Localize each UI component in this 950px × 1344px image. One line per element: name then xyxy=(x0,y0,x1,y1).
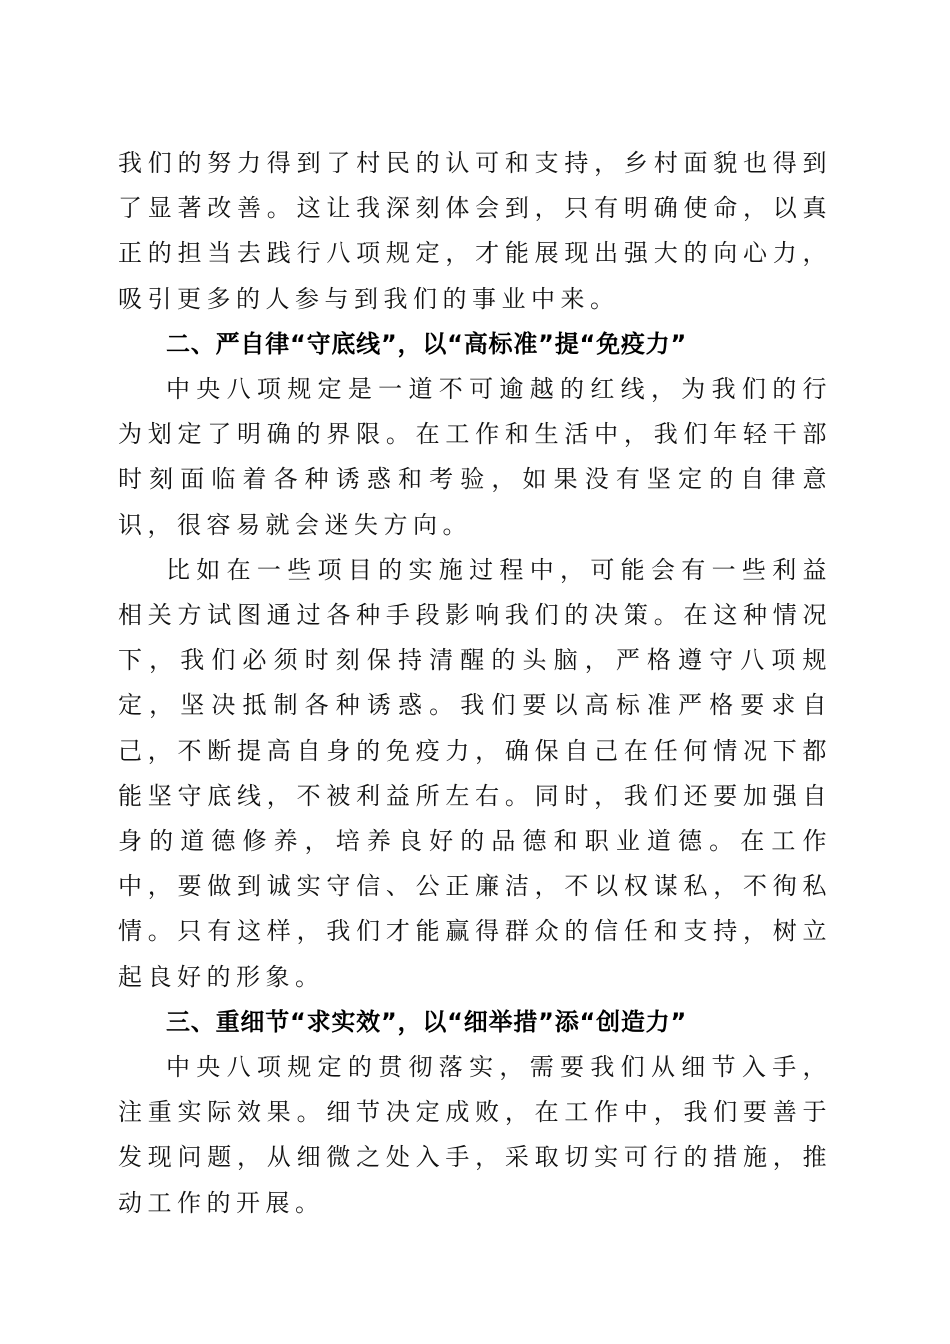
paragraph: 比如在一些项目的实施过程中，可能会有一些利益相关方试图通过各种手段影响我们的决策。在这种情况下，我们必须时刻保持清醒的头脑，严格遵守八项规定，坚决抵制各种诱惑。我们要以高标准严格要求自己，不断提高自身的免疫力，确保自己在任何情况下都能坚守底线，不被利益所左右。同时，我们还要加强自身的道德修养，培养良好的品德和职业道德。在工作中，要做到诚实守信、公正廉洁，不以权谋私，不徇私情。只有这样，我们才能赢得群众的信任和支持，树立起良好的形象。 xyxy=(118,555,832,991)
section-heading-2: 二、严自律“守底线”，以“高标准”提“免疫力” xyxy=(166,329,688,358)
document-body xyxy=(118,141,832,1226)
paragraph-continuation: 我们的努力得到了村民的认可和支持，乡村面貌也得到了显著改善。这让我深刻体会到，只有明确使命，以真正的担当去践行八项规定，才能展现出强大的向心力，吸引更多的人参与到我们的事业中来。 xyxy=(118,149,832,313)
paragraph: 中央八项规定是一道不可逾越的红线，为我们的行为划定了明确的界限。在工作和生活中，我们年轻干部时刻面临着各种诱惑和考验，如果没有坚定的自律意识，很容易就会迷失方向。 xyxy=(118,375,832,539)
paragraph: 中央八项规定的贯彻落实，需要我们从细节入手，注重实际效果。细节决定成败，在工作中，我们要善于发现问题，从细微之处入手，采取切实可行的措施，推动工作的开展。 xyxy=(118,1053,832,1217)
section-heading-3: 三、重细节“求实效”，以“细举措”添“创造力” xyxy=(166,1007,688,1036)
